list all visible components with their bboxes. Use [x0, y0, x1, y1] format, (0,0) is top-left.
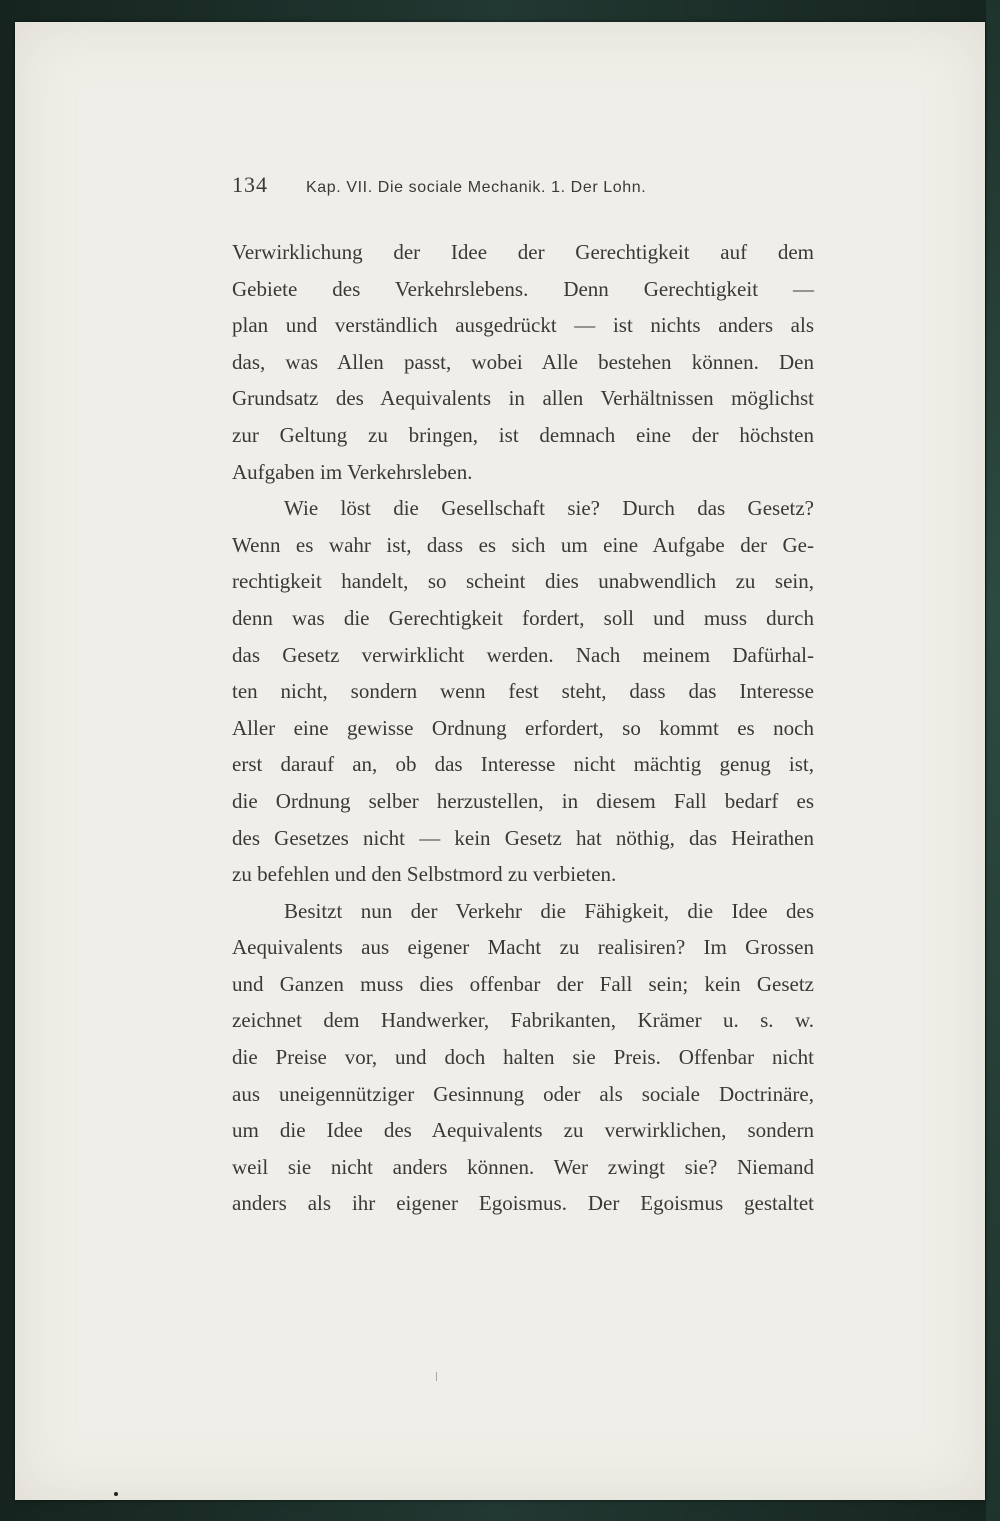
text-line: des Gesetzes nicht — kein Gesetz hat nöthig, das Heirathen: [232, 825, 814, 850]
text-line: Wie löst die Gesellschaft sie? Durch das Gesetz?: [284, 496, 814, 521]
paragraph-2: [232, 490, 814, 893]
text-line: Aequivalents aus eigener Macht zu realisiren? Im Grossen: [232, 935, 814, 960]
text-line: Wenn es wahr ist, dass es sich um eine Aufgabe der Ge-: [232, 532, 814, 557]
text-line: die Preise vor, und doch halten sie Preis. Offenbar nicht: [232, 1045, 814, 1070]
text-line: zu befehlen und den Selbstmord zu verbieten.: [232, 862, 617, 887]
paragraph-1: [232, 234, 814, 490]
text-line: Besitzt nun der Verkehr die Fähigkeit, die Idee des: [284, 898, 814, 923]
text-line: ten nicht, sondern wenn fest steht, dass das Interesse: [232, 679, 814, 704]
text-line: die Ordnung selber herzustellen, in diesem Fall bedarf es: [232, 788, 814, 813]
page-header: [232, 172, 832, 208]
paragraph-3: [232, 893, 814, 1222]
text-line: rechtigkeit handelt, so scheint dies unabwendlich zu sein,: [232, 569, 814, 594]
text-line: aus uneigennütziger Gesinnung oder als sociale Doctrinäre,: [232, 1081, 814, 1106]
text-line: das, was Allen passt, wobei Alle bestehen können. Den: [232, 349, 814, 374]
body-text: [232, 234, 814, 1222]
scan-dot: [114, 1492, 118, 1496]
text-line: und Ganzen muss dies offenbar der Fall sein; kein Gesetz: [232, 971, 814, 996]
text-line: Verwirklichung der Idee der Gerechtigkeit auf dem: [232, 240, 814, 264]
running-head: Kap. VII. Die sociale Mechanik. 1. Der Lohn.: [306, 179, 647, 196]
text-line: anders als ihr eigener Egoismus. Der Egoismus gestaltet: [232, 1191, 814, 1216]
text-line: zur Geltung zu bringen, ist demnach eine der höchsten: [232, 422, 814, 447]
page-number: 134: [232, 172, 268, 197]
text-line: Gebiete des Verkehrslebens. Denn Gerechtigkeit —: [232, 276, 814, 301]
text-line: um die Idee des Aequivalents zu verwirklichen, sondern: [232, 1118, 814, 1143]
text-line: Aller eine gewisse Ordnung erfordert, so kommt es noch: [232, 715, 814, 740]
text-line: weil sie nicht anders können. Wer zwingt sie? Niemand: [232, 1154, 814, 1179]
text-line: das Gesetz verwirklicht werden. Nach meinem Dafürhal-: [232, 642, 814, 667]
text-line: zeichnet dem Handwerker, Fabrikanten, Krämer u. s. w.: [232, 1008, 814, 1033]
text-line: Grundsatz des Aequivalents in allen Verhältnissen möglichst: [232, 386, 814, 411]
text-line: erst darauf an, ob das Interesse nicht mächtig genug ist,: [232, 752, 814, 777]
scan-speck: [436, 1372, 437, 1381]
scan-edge: [986, 0, 1000, 1521]
text-line: denn was die Gerechtigkeit fordert, soll und muss durch: [232, 605, 814, 630]
text-line: plan und verständlich ausgedrückt — ist nichts anders als: [232, 313, 814, 338]
text-line: Aufgaben im Verkehrsleben.: [232, 459, 473, 484]
